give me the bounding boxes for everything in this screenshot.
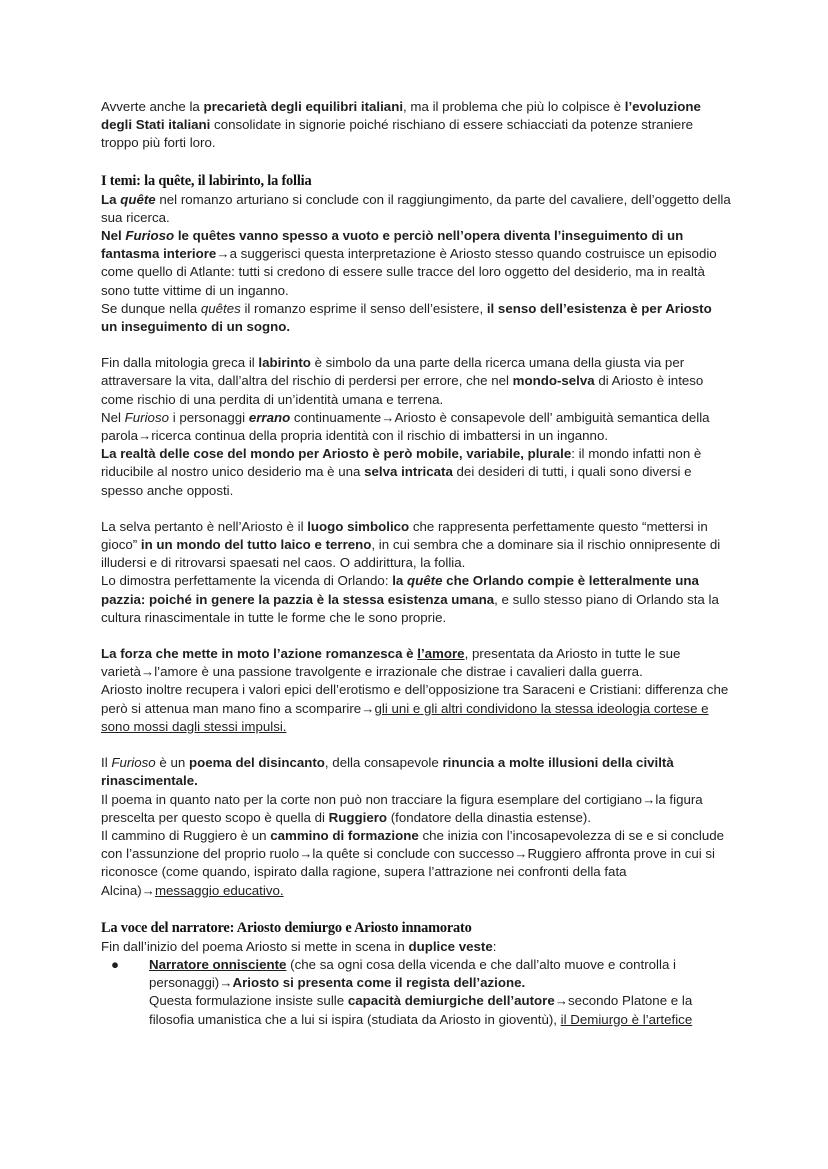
underlined-text: gli uni e gli altri condividono la stessa ideologia cortese e sono mossi dagli stessi impulsi. (101, 700, 709, 734)
section-heading-narratore: La voce del narratore: Ariosto demiurgo e Ariosto innamorato (101, 919, 472, 936)
text: Lo dimostra perfettamente la vicenda di Orlando: (101, 573, 393, 589)
bold-text: l’evoluzione degli Stati italiani (101, 99, 701, 133)
text: : (492, 938, 497, 954)
paragraph-amore (101, 645, 731, 681)
text: è simbolo da una parte della ricerca umana della giusta via per attraversare la vita, dall’altra del rischio di perdersi per errore, che nel (101, 355, 685, 389)
bullet-item-narratore (101, 956, 731, 1029)
text: , presentata da Ariosto in tutte le sue varietà→l’amore è una passione travolgente e irrazionale che distrae i cavalieri dalla guerra. (101, 646, 681, 680)
bold-text: selva intricata (364, 464, 453, 480)
text: Se dunque nella (101, 300, 201, 316)
text: di Ariosto è inteso come rischio di una perdita di un’identità umana e terrena. (101, 373, 704, 407)
paragraph-orlando (101, 572, 731, 627)
paragraph-valori-epici (101, 681, 731, 736)
text: , ma il problema che più lo colpisce è (403, 99, 625, 114)
bold-italic-text: quête (120, 191, 156, 207)
text: dei desideri di tutti, i quali sono diversi e spesso anche opposti. (101, 464, 692, 498)
text: continuamente→Ariosto è consapevole dell’ ambiguità semantica della parola→ricerca continua della propria identità con il rischio di imbattersi in un inganno. (101, 409, 710, 444)
bold-text: il senso dell’esistenza è per Ariosto un inseguimento di un sogno. (101, 300, 712, 335)
bold-text: mondo-selva (512, 373, 595, 389)
section-heading-temi: I temi: la quête, il labirinto, la follia (101, 172, 312, 189)
bold-text: precarietà degli equilibri italiani (203, 99, 404, 114)
bold-italic-text: Furioso (125, 228, 175, 244)
text: Questa formulazione insiste sulle (149, 993, 348, 1009)
text: , della consapevole (324, 755, 443, 771)
text: il romanzo esprime il senso dell’esistere, (240, 300, 487, 316)
bold-italic-text: errano (248, 409, 291, 425)
text: : il mondo infatti non è riducibile al nostro unico desiderio ma è una (101, 446, 702, 480)
bold-text: rinuncia a molte illusioni della civiltà rinascimentale. (101, 755, 674, 789)
text: Avverte anche la (101, 99, 204, 114)
italic-text: Furioso (124, 409, 169, 425)
paragraph-duplice-veste (101, 938, 731, 956)
bold-text: La (101, 191, 121, 207)
text: nel romanzo arturiano si conclude con il raggiungimento, da parte del cavaliere, dell’oggetto della sua ricerca. (101, 191, 731, 225)
bold-text: La realtà delle cose del mondo per Ariosto è però mobile, variabile, plurale (101, 446, 572, 462)
text: , e sullo stesso piano di Orlando sta la cultura rinascimentale in tutte le forme che le sono proprie. (101, 591, 719, 625)
bold-text: cammino di formazione (270, 827, 419, 843)
bold-underlined-text: l’amore (417, 646, 465, 662)
bold-underlined-text: Narratore onnisciente (149, 956, 287, 972)
text: consolidate in signorie poiché rischiano di essere schiacciati da potenze straniere troppo più forti loro. (101, 117, 694, 151)
underlined-text: messaggio educativo. (154, 882, 284, 898)
text: i personaggi (169, 409, 249, 425)
bold-text: capacità demiurgiche dell’autore (347, 993, 555, 1009)
bold-text: luogo simbolico (307, 518, 410, 534)
text: →secondo Platone e la filosofia umanistica che a lui si ispira (studiata da Ariosto in gioventù), (149, 993, 693, 1027)
bold-text: duplice veste (408, 938, 493, 954)
paragraph-senso-esistenza (101, 300, 731, 336)
bold-text: poema del disincanto (188, 755, 325, 771)
bold-text: Nel (101, 228, 126, 244)
text: che inizia con l’incosapevolezza di se e si conclude con l’assunzione del proprio ruolo→la quête si conclude con successo→Ruggiero affronta prove in cui si riconosce (come quando, ispirato dalla ragione, supera l’attrazione nei confronti della fata Alcina)→ (101, 827, 725, 898)
italic-text: Furioso (111, 755, 156, 771)
bold-text: in un mondo del tutto laico e terreno (140, 537, 372, 553)
text: , in cui sembra che a dominare sia il rischio onnipresente di illudersi e di ritrovarsi spaesati nel caos. O addirittura, la follia. (101, 537, 721, 571)
text: Il cammino di Ruggiero è un (101, 827, 271, 843)
text: Il poema in quanto nato per la corte non può non tracciare la figura esemplare del cortigiano→la figura prescelta per questo scopo è quella di (101, 791, 703, 825)
bullet-dot-icon: ● (111, 956, 120, 972)
paragraph-quete-arturiana (101, 191, 731, 227)
paragraph-realta (101, 445, 731, 500)
bold-text: →Ariosto si presenta come il regista dell’azione. (219, 975, 526, 991)
text: che rappresenta perfettamente questo “mettersi in gioco” (101, 518, 708, 553)
text: è un (155, 755, 189, 771)
text: →a suggerisci questa interpretazione è Ariosto stesso quando costruisce un episodio come quello di Atlante: tutti si credono di essere sulle tracce del loro oggetto del desiderio, ma in realtà sono tutte vittime di un inganno. (101, 246, 717, 298)
text: (fondatore della dinastia estense). (387, 809, 592, 825)
paragraph-intro (101, 98, 731, 153)
text: Fin dalla mitologia greca il (101, 355, 259, 371)
text: La selva pertanto è nell’Ariosto è il (101, 518, 308, 534)
text: Ariosto inoltre recupera i valori epici dell’erotismo e dell’opposizione tra Saraceni e Cristiani: differenza che però si attenua man mano fino a scomparire→ (101, 682, 729, 716)
paragraph-quete-furioso (101, 227, 731, 300)
text: Il (101, 755, 112, 771)
italic-text: quêtes (200, 300, 241, 316)
paragraph-selva (101, 518, 731, 573)
text: (che sa ogni cosa della vicenda e che dall’alto muove e controlla i personaggi) (149, 956, 676, 991)
paragraph-ruggiero (101, 827, 731, 900)
bullet-continuation-text (149, 992, 731, 1028)
bold-text: labirinto (258, 355, 311, 371)
paragraph-errano (101, 409, 731, 445)
paragraph-labirinto (101, 354, 731, 409)
underlined-text: il Demiurgo è l’artefice (560, 1011, 693, 1027)
bold-italic-text: quête (407, 573, 443, 589)
bold-text: le quêtes vanno spesso a vuoto e perciò nell’opera diventa l’inseguimento di un fantasma interiore (101, 228, 684, 262)
document-page (101, 98, 731, 1029)
text: Nel (101, 409, 125, 425)
text: Fin dall’inizio del poema Ariosto si mette in scena in (101, 938, 409, 954)
bold-text: la (392, 573, 408, 589)
bullet-text (149, 956, 731, 992)
paragraph-disincanto (101, 754, 731, 790)
bold-text: che Orlando compie è letteralmente una pazzia: poiché in genere la pazzia è la stessa esistenza umana (101, 573, 699, 607)
bold-text: La forza che mette in moto l’azione romanzesca è (101, 646, 418, 662)
bold-text: Ruggiero (328, 809, 388, 825)
paragraph-cortigiano (101, 791, 731, 827)
